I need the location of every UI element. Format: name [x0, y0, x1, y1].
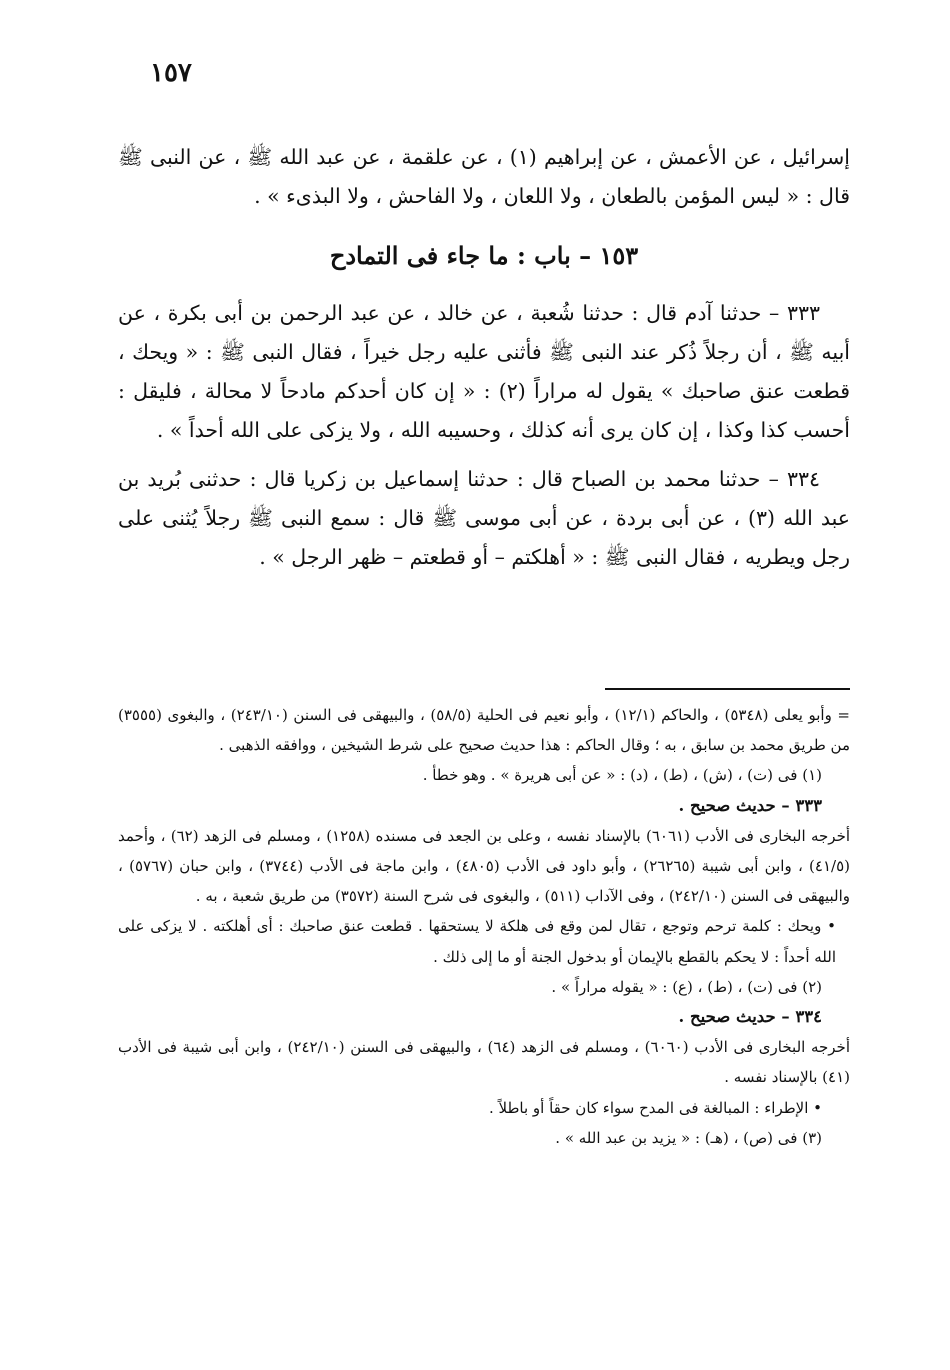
footnote-2: (٢) فى (ت) ، (ط) ، (ع) : « يقوله مراراً » . [551, 977, 822, 996]
hadith-grade-334: ٣٣٤ – حديث صحيح . [678, 1007, 822, 1027]
hadith-334 [118, 460, 850, 577]
chapter-heading: ١٥٣ – باب : ما جاء فى التمادح [329, 241, 639, 270]
hadith-334-text: ٣٣٤ – حدثنا محمد بن الصباح قال : حدثنا إسماعيل بن زكريا قال : حدثنى بُريد بن عبد الله (٣) ، عن أبى بردة ، عن أبى موسى ﷺ قال : سمع النبى ﷺ رجلاً يُثنى على رجل ويطريه ، فقال النبى ﷺ : « أهلكتم – أو قطعتم – ظهر الرجل » . [118, 467, 850, 569]
page-number: ١٥٧ [150, 58, 192, 88]
footnote-1: (١) فى (ت) ، (ش) ، (ط) ، (د) : « عن أبى هريرة » . وهو خطأ . [422, 766, 822, 785]
footnote-3: (٣) فى (ص) ، (هـ) : « يزيد بن عبد الله » . [555, 1128, 822, 1147]
footnote-continuation: = وأبو يعلى (٥٣٤٨) ، والحاكم (١٢/١) ، وأبو نعيم فى الحلية (٥٨/٥) ، والبيهقى فى السنن (٢٤٣/١٠) ، والبغوى (٣٥٥٥) من طريق محمد بن سابق ، به ؛ وقال الحاكم : هذا حديث صحيح على شرط الشيخين ، ووافقه الذهبى . [118, 706, 850, 755]
takhrij-334: أخرجه البخارى فى الأدب (٦٠٦٠) ، ومسلم فى الزهد (٦٤) ، والبيهقى فى السنن (٢٤٢/١٠) ، وابن أبى شيبة فى الأدب (٤١) بالإسناد نفسه . [118, 1038, 850, 1087]
gloss-333: • ويحك : كلمة ترحم وتوجع ، تقال لمن وقع فى هلكة لا يستحقها . قطعت عنق صاحبك : أى أهلكته . لا يزكى على الله أحداً : لا يحكم بالقطع بالإيمان أو بدخول الجنة أو ما إلى ذلك . [118, 917, 836, 966]
footnotes [118, 700, 850, 1153]
footnote-divider [605, 688, 850, 690]
hadith-continuation: إسرائيل ، عن الأعمش ، عن إبراهيم (١) ، عن علقمة ، عن عبد الله ﷺ ، عن النبى ﷺ قال : « ليس المؤمن بالطعان ، ولا اللعان ، ولا الفاحش ، ولا البذىء » . [118, 145, 850, 208]
takhrij-333: أخرجه البخارى فى الأدب (٦٠٦١) بالإسناد نفسه ، وعلى بن الجعد فى مسنده (١٢٥٨) ، ومسلم فى الزهد (٦٢) ، وأحمد (٤١/٥) ، وابن أبى شيبة (٢٦٢٦٥) ، وأبو داود فى الأدب (٤٨٠٥) ، وابن ماجة فى الأدب (٣٧٤٤) ، وابن حبان (٥٧٦٧) ، والبيهقى فى السنن (٢٤٢/١٠) ، وفى الآداب (٥١١) ، والبغوى فى شرح السنة (٣٥٧٢) من طريق شعبة ، به . [118, 826, 851, 906]
gloss-334: • الإطراء : المبالغة فى المدح سواء كان حقاً أو باطلاً . [488, 1098, 822, 1117]
hadith-grade-333: ٣٣٣ – حديث صحيح . [678, 795, 822, 815]
hadith-333 [118, 294, 850, 450]
main-text [118, 138, 850, 577]
hadith-333-text: ٣٣٣ – حدثنا آدم قال : حدثنا شُعبة ، عن خالد ، عن عبد الرحمن بن أبى بكرة ، عن أبيه ﷺ ، أن رجلاً ذُكر عند النبى ﷺ فأثنى عليه رجل خيراً ، فقال النبى ﷺ : « ويحك ، قطعت عنق صاحبك » يقول له مراراً (٢) : « إن كان أحدكم مادحاً لا محالة ، فليقل : أحسب كذا وكذا ، إن كان يرى أنه كذلك ، وحسيبه الله ، ولا يزكى على الله أحداً » . [118, 301, 850, 442]
